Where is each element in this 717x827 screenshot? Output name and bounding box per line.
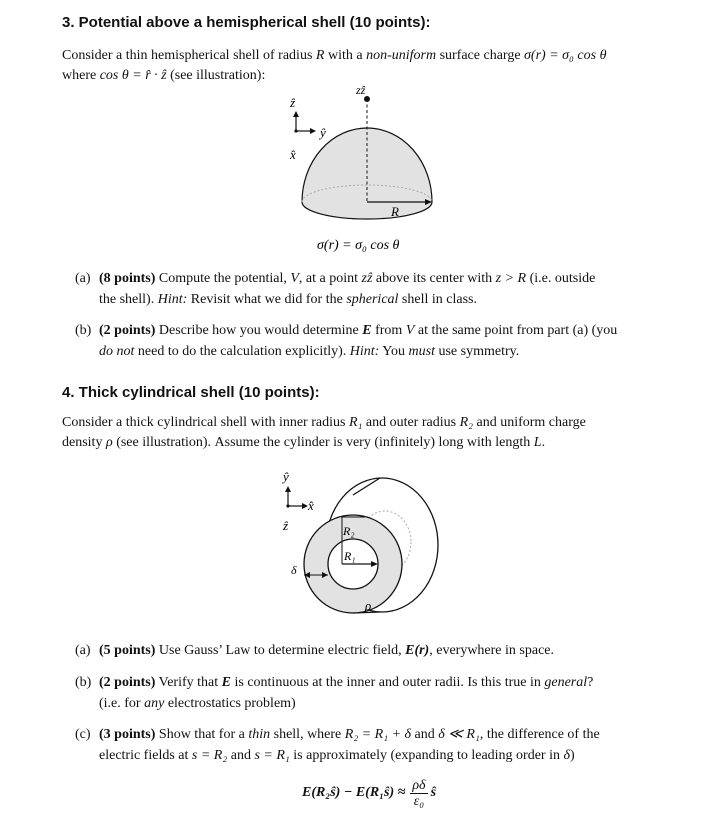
problem-4c-line-1: (3 points) Show that for a thin shell, where R₂ = R₁ + δ and δ ≪ R₁, the difference of the bbox=[99, 727, 600, 742]
problem-4b-line-2: (i.e. for any electrostatics problem) bbox=[99, 696, 296, 711]
problem-4c-marker: (c) bbox=[75, 727, 91, 742]
problem-3b-line-1: (2 points) Describe how you would determine E from V at the same point from part (a) (you bbox=[99, 323, 618, 338]
problem-4b-marker: (b) bbox=[75, 675, 92, 690]
problem-3b-line-2: do not need to do the calculation explicitly). Hint: You must use symmetry. bbox=[99, 344, 520, 359]
r1-label: R₁ bbox=[344, 549, 356, 563]
problem-4a-line-1: (5 points) Use Gauss’ Law to determine electric field, E(r), everywhere in space. bbox=[99, 643, 555, 658]
equation-denominator: ε₀ bbox=[413, 793, 425, 809]
hemisphere-caption: σ(r) = σ₀ cos θ bbox=[317, 238, 400, 253]
hemisphere-axes-icon bbox=[293, 111, 316, 134]
cyl-axis-z-label: ẑ bbox=[283, 518, 289, 533]
problem-4-intro-line-2: density ρ (see illustration). Assume the cylinder is very (infinitely) long with length L. bbox=[62, 435, 546, 450]
problem-4b-line-1: (2 points) Verify that E is continuous at the inner and outer radii. Is this true in general? bbox=[99, 675, 594, 690]
axis-y-label: ŷ bbox=[320, 125, 326, 140]
delta-label: δ bbox=[291, 563, 297, 577]
problem-4-title: 4. Thick cylindrical shell (10 points): bbox=[62, 384, 320, 401]
equation-unit-vector: ŝ bbox=[430, 785, 437, 800]
cylinder-figure bbox=[250, 462, 450, 632]
equation-numerator: ρδ bbox=[412, 777, 426, 793]
problem-3a-line-1: (8 points) Compute the potential, V, at a point zẑ above its center with z > R (i.e. outside bbox=[99, 271, 596, 286]
cylinder-axes-icon bbox=[285, 486, 308, 509]
problem-3-intro-line-1: Consider a thin hemispherical shell of radius R with a non-uniform surface charge σ(r) = σ₀ cos θ bbox=[62, 48, 607, 63]
radius-label: R bbox=[391, 204, 399, 219]
equation-fraction bbox=[410, 778, 427, 809]
problem-3-intro-line-2: where cos θ = r̂ · ẑ (see illustration): bbox=[62, 68, 266, 83]
problem-3a-marker: (a) bbox=[75, 271, 91, 286]
problem-4a-marker: (a) bbox=[75, 643, 91, 658]
problem-3b-marker: (b) bbox=[75, 323, 92, 338]
problem-4c-line-2: electric fields at s = R₂ and s = R₁ is approximately (expanding to leading order in δ) bbox=[99, 748, 575, 763]
hemisphere-figure bbox=[260, 85, 460, 255]
problem-4-intro-line-1: Consider a thick cylindrical shell with inner radius R₁ and outer radius R₂ and uniform charge bbox=[62, 415, 586, 430]
equation-lhs: E(R₂ŝ) − E(R₁ŝ) ≈ bbox=[302, 785, 406, 800]
difference-equation bbox=[302, 770, 436, 816]
axis-z-label: ẑ bbox=[290, 95, 296, 110]
r2-label: R₂ bbox=[343, 524, 355, 538]
cyl-axis-x-label: x̂ bbox=[308, 498, 314, 513]
problem-3a-line-2: the shell). Hint: Revisit what we did for the spherical shell in class. bbox=[99, 292, 477, 307]
cyl-axis-y-label: ŷ bbox=[283, 469, 289, 484]
rho-label: ρ bbox=[365, 598, 372, 613]
point-z-label: zẑ bbox=[356, 85, 366, 97]
problem-3-title: 3. Potential above a hemispherical shell (10 points): bbox=[62, 14, 431, 31]
axis-x-label: x̂ bbox=[290, 147, 296, 162]
